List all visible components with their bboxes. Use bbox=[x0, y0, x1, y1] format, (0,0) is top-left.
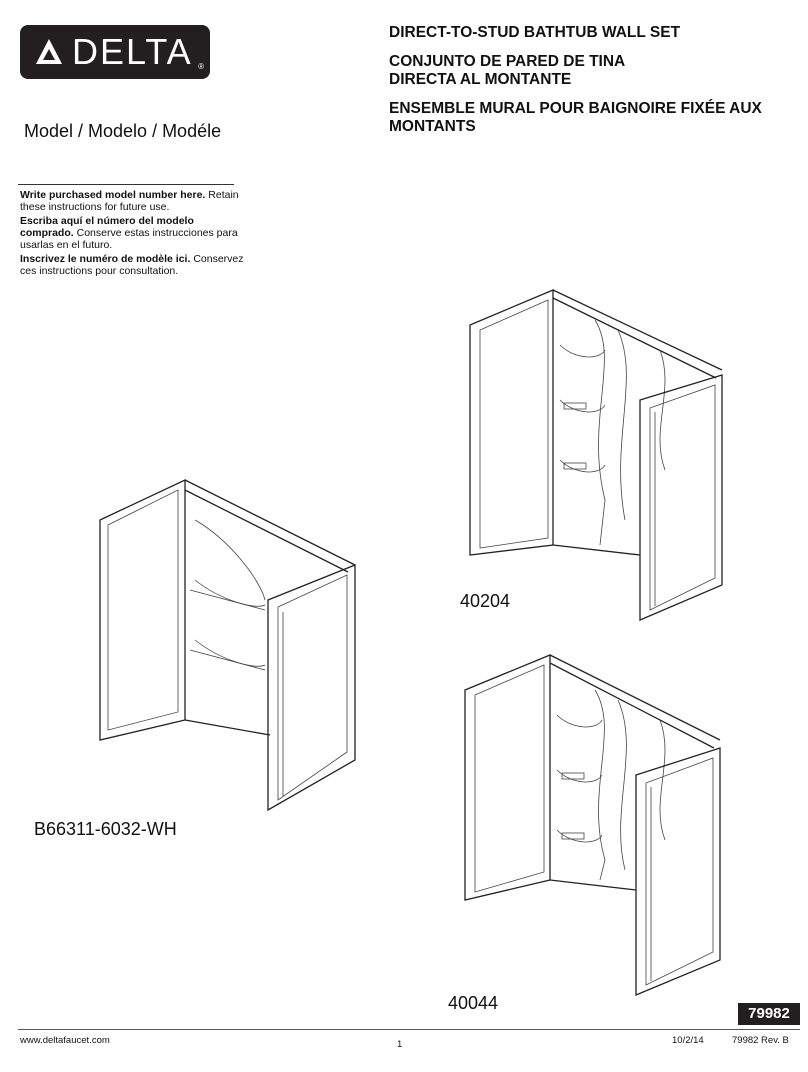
footer-divider bbox=[18, 1029, 800, 1030]
footer-revision: 79982 Rev. B bbox=[732, 1035, 789, 1046]
part-number-badge: 79982 bbox=[738, 1003, 800, 1025]
title-spanish-line2: DIRECTA AL MONTANTE bbox=[389, 71, 572, 88]
model-number-40204: 40204 bbox=[460, 591, 511, 611]
wall-set-40044-illustration bbox=[465, 655, 720, 995]
brand-name: DELTA bbox=[72, 31, 193, 72]
title-spanish-line1: CONJUNTO DE PARED DE TINA bbox=[389, 53, 626, 70]
footer-website[interactable]: www.deltafaucet.com bbox=[20, 1035, 110, 1046]
instruction-spanish: Escriba aquí el número del modelo comprado. Conserve estas instrucciones para usarlas en el futuro. bbox=[20, 215, 238, 251]
model-label: Model / Modelo / Modéle bbox=[24, 121, 222, 141]
model-number-40044: 40044 bbox=[448, 993, 499, 1013]
model-number-b66311: B66311-6032-WH bbox=[34, 819, 177, 839]
instruction-french: Inscrivez le numéro de modèle ici. Conservez ces instructions pour consultation. bbox=[20, 253, 244, 277]
title-french-line1: ENSEMBLE MURAL POUR BAIGNOIRE FIXÉE AUX bbox=[389, 100, 762, 117]
title-english: DIRECT-TO-STUD BATHTUB WALL SET bbox=[389, 24, 681, 41]
wall-set-b66311-illustration bbox=[100, 480, 355, 810]
registered-mark: ® bbox=[198, 62, 204, 71]
instruction-english: Write purchased model number here. Retain these instructions for future use. bbox=[20, 189, 239, 213]
footer-page-number: 1 bbox=[397, 1039, 403, 1050]
wall-set-40204-illustration bbox=[470, 290, 722, 620]
footer-date: 10/2/14 bbox=[672, 1035, 704, 1046]
title-french-line2: MONTANTS bbox=[389, 118, 476, 135]
